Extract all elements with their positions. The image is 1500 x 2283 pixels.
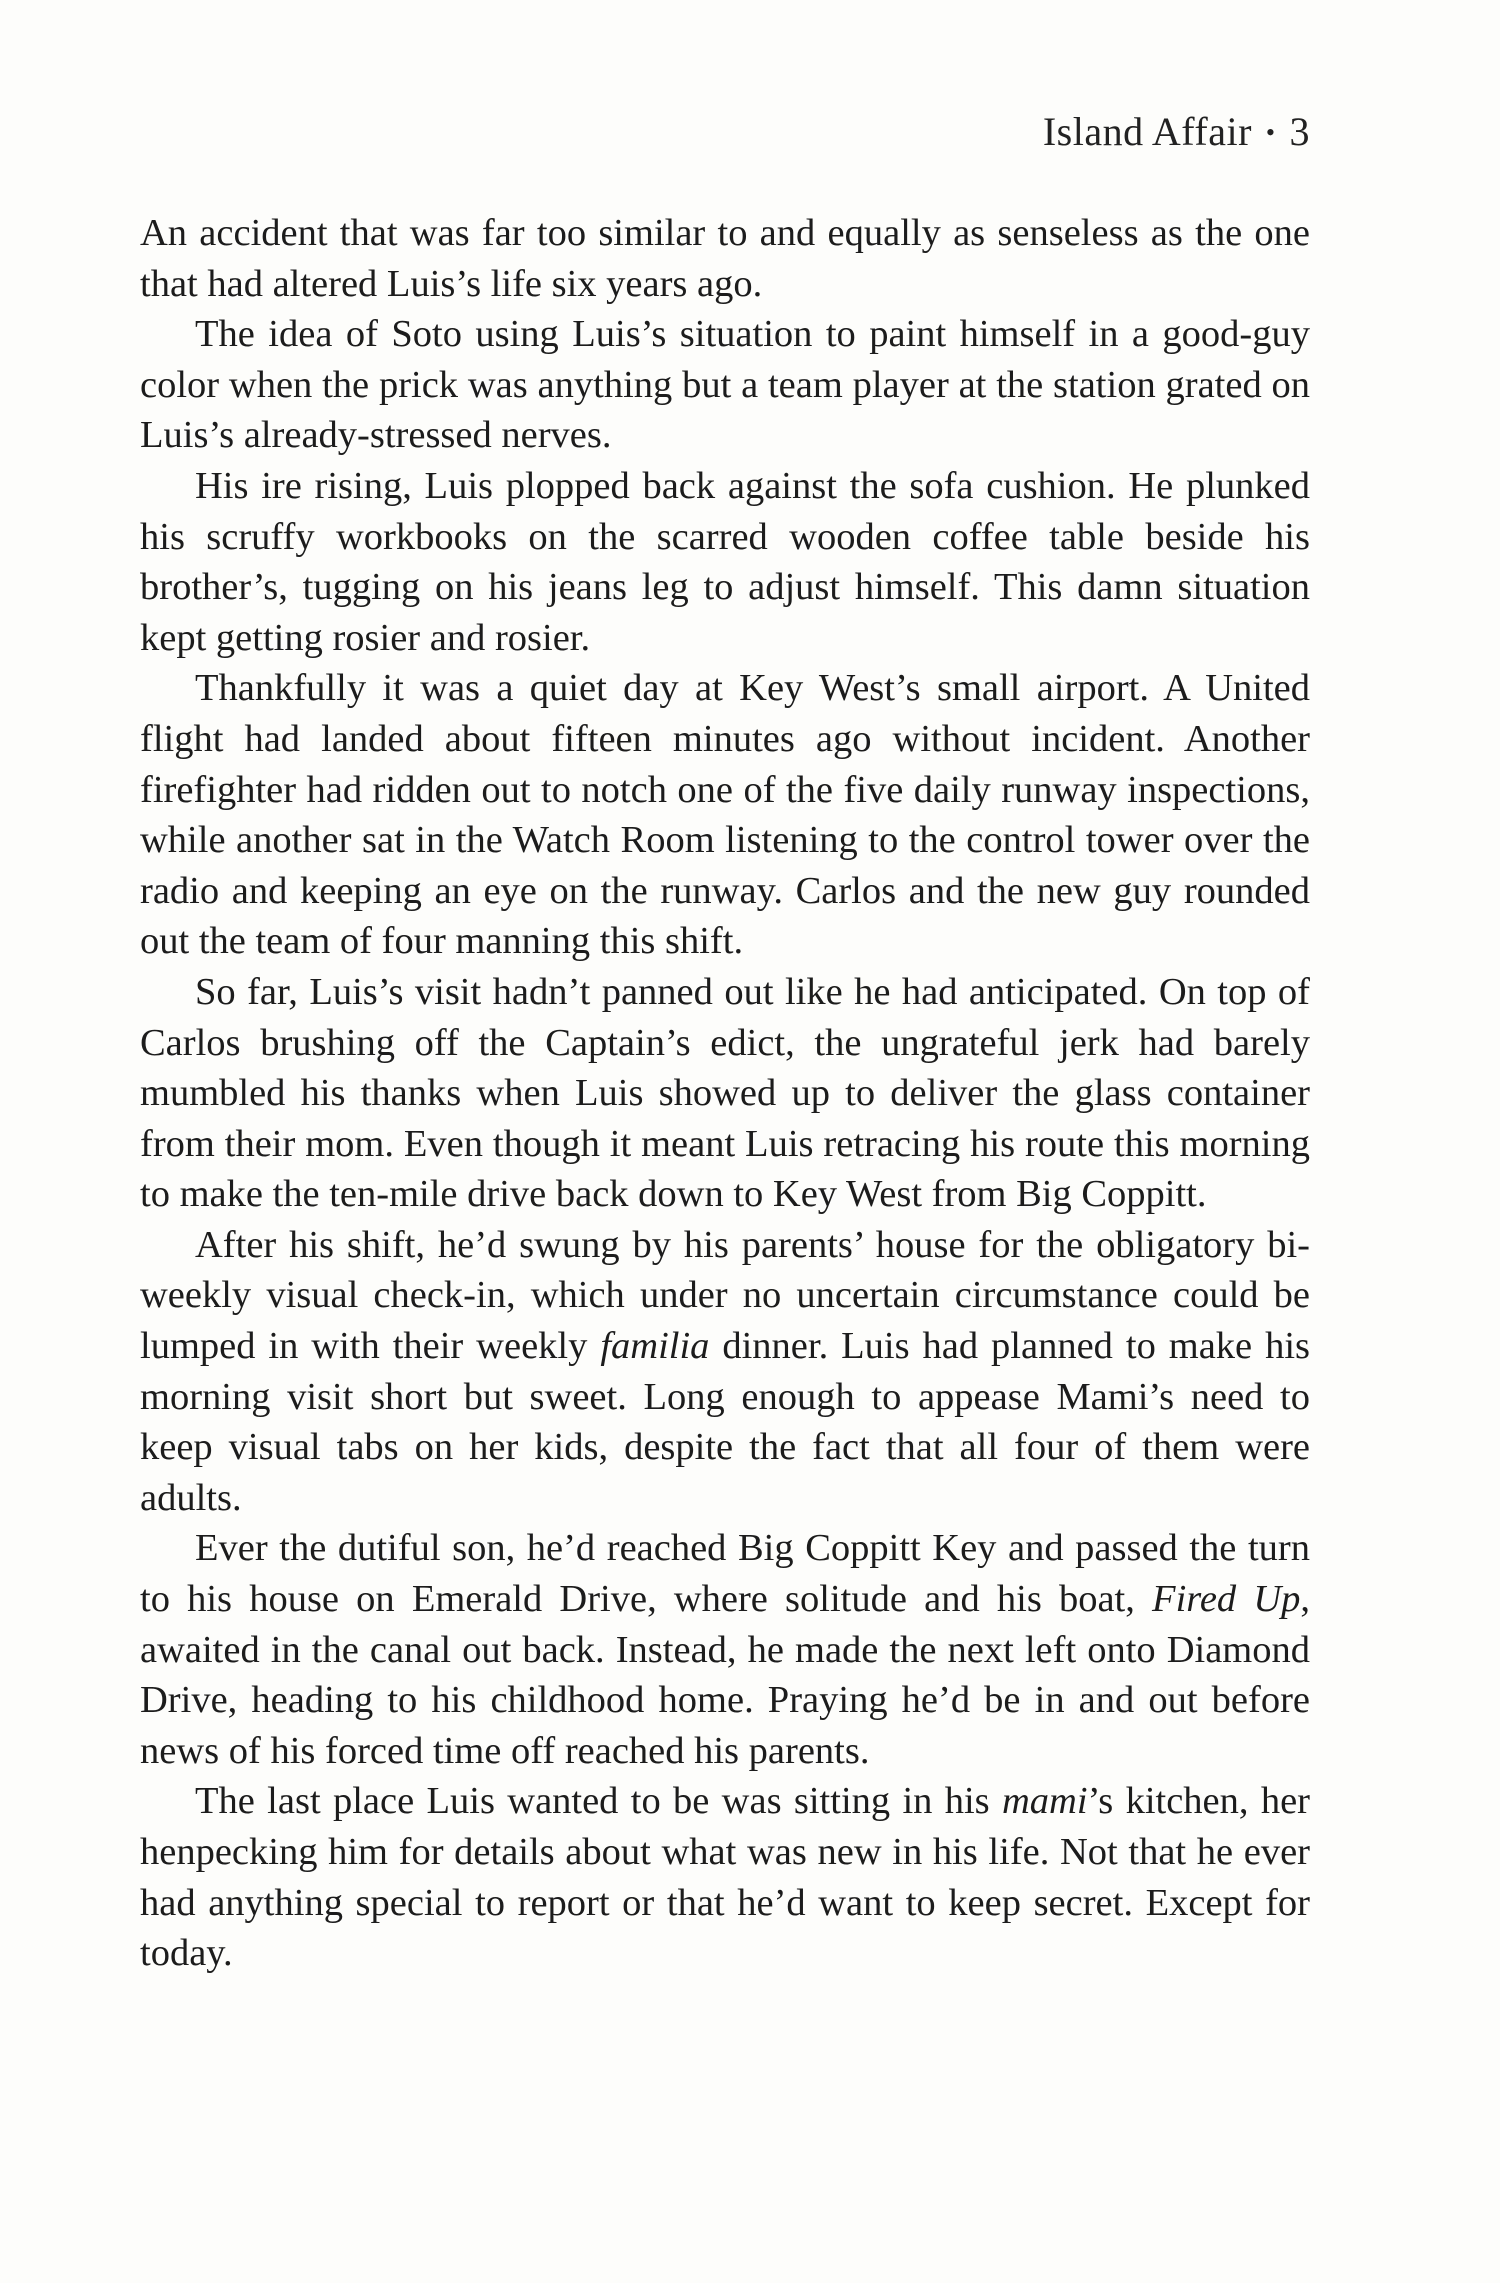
header-separator: • <box>1265 118 1276 147</box>
paragraph-8-text-a: The last place Luis wanted to be was sitting in his <box>195 1780 1002 1823</box>
paragraph-7-text-b: , awaited in the canal out back. Instead, he made the next left onto Diamond Drive, heading to his childhood home. Praying he’d be in and out before news of his forced time off reached his parents. <box>140 1578 1310 1772</box>
paragraph-4-text: Thankfully it was a quiet day at Key West’s small airport. A United flight had landed about fifteen minutes ago without incident. Another firefighter had ridden out to notch one of the five daily runway inspections, while another sat in the Watch Room listening to the control tower over the radio and keeping an eye on the runway. Carlos and the new guy rounded out the team of four manning this shift. <box>140 667 1310 963</box>
page-number: 3 <box>1289 109 1310 154</box>
paragraph-8 <box>140 1776 1310 1978</box>
paragraph-7-text-a: Ever the dutiful son, he’d reached Big Coppitt Key and passed the turn to his house on Emerald Drive, where solitude and his boat, <box>140 1527 1310 1621</box>
paragraph-8-text-b: ’s kitchen, her henpecking him for details about what was new in his life. Not that he ever had anything special to report or that he’d want to keep secret. Except for today. <box>140 1780 1310 1975</box>
paragraph-5 <box>140 967 1310 1220</box>
book-title: Island Affair <box>1042 109 1252 154</box>
paragraph-1 <box>140 208 1310 309</box>
paragraph-7 <box>140 1523 1310 1776</box>
paragraph-1-text: An accident that was far too similar to and equally as senseless as the one that had altered Luis’s life six years ago. <box>140 212 1310 305</box>
paragraph-2 <box>140 309 1310 461</box>
paragraph-6-text-b: dinner. Luis had planned to make his morning visit short but sweet. Long enough to appease Mami’s need to keep visual tabs on her kids, despite the fact that all four of them were adults. <box>140 1325 1310 1519</box>
paragraph-6 <box>140 1220 1310 1524</box>
paragraph-6-italic-familia: familia <box>600 1325 710 1368</box>
paragraph-7-italic-boat-name: Fired Up <box>1152 1578 1301 1621</box>
paragraph-2-text: The idea of Soto using Luis’s situation to paint himself in a good-guy color when the prick was anything but a team player at the station grated on Luis’s already-stressed nerves. <box>140 313 1310 457</box>
paragraph-3 <box>140 461 1310 663</box>
paragraph-8-italic-mami: mami <box>1002 1780 1088 1823</box>
running-head <box>1043 108 1310 155</box>
paragraph-4 <box>140 663 1310 967</box>
body-text <box>140 208 1310 1979</box>
paragraph-5-text: So far, Luis’s visit hadn’t panned out like he had anticipated. On top of Carlos brushing off the Captain’s edict, the ungrateful jerk had barely mumbled his thanks when Luis showed up to deliver the glass container from their mom. Even though it meant Luis retracing his route this morning to make the ten-mile drive back down to Key West from Big Coppitt. <box>140 970 1310 1216</box>
paragraph-3-text: His ire rising, Luis plopped back against the sofa cushion. He plunked his scruffy workbooks on the scarred wooden coffee table beside his brother’s, tugging on his jeans leg to adjust himself. This damn situation kept getting rosier and rosier. <box>140 464 1310 659</box>
paragraph-6-text-a: After his shift, he’d swung by his parents’ house for the obligatory bi-weekly visual check-in, which under no uncertain circumstance could be lumped in with their weekly <box>140 1223 1310 1368</box>
